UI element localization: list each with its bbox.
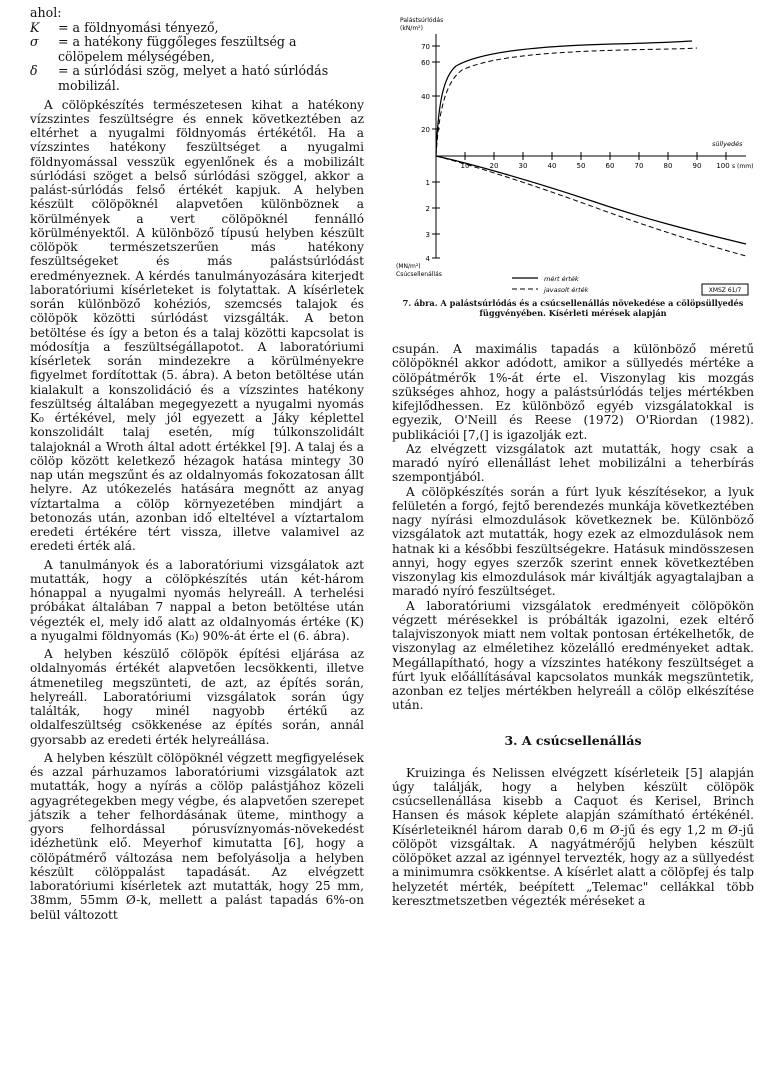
skin-friction-measured-curve	[436, 41, 692, 156]
x-tick-label: 10	[460, 162, 470, 170]
x-tick-label: 30	[518, 162, 528, 170]
definition-item	[30, 35, 364, 64]
x-tick-label: 90	[692, 162, 702, 170]
body-paragraph: A cölöpkészítés természetesen kihat a hatékony vízszintes feszültségre és ennek következtében az eltérhet a nyugalmi földnyomás értékétől. Ha a vízszintes hatékony feszültséget a nyugalmi földnyomással vesszük egyenlőnek és a mobilizált súrlódási szöget a belső súrlódási szöggel, akkor a palást-súrlódás felső értékét kapjuk. A helyben készült cölöpöknél alapvetően különböznek a körülmények a vert cölöpöknél fennálló körülményektől. A különböző típusú helyben készült cölöpök természetszerűen más hatékony feszültségeket és más palástsúrlódást eredményeznek. A kérdés tanulmányozására kiterjedt laboratóriumi kísérleteket is folytattak. A kísérletek során különböző kohéziós, szemcsés talajok és cölöpök közötti súrlódást vizsgálták. A beton betöltése és így a beton és a talaj közötti kapcsolat is módosítja a feszültségállapotot. A laboratóriumi kísérletek során mindezekre a körülményekre figyelmet fordítottak (5. ábra). A beton betöltése után kialakult a konszolidáció és a vízszintes hatékony feszültség általában megegyezett a nyugalmi nyomás K₀ értékével, mely jól egyezett a Jáky képlettel konszolidált talaj esetén, míg túlkonszolidált talajoknál a Wroth által adott értékkel [9]. A talaj és a cölöp között keletkező hézagok hatása mintegy 30 nap után megszűnt és az oldalnyomás fokozatosan állt helyre. Az utókezelés hatására megnőtt az anyag víztartalma a cölöp környezetében mindjárt a betonozás után, azonban idő elteltével a víztartalom eredeti értékére tért vissza, illetve valamivel az eredeti érték alá.	[30, 97, 364, 554]
y-tick-label: 40	[421, 93, 430, 101]
y2-axis-unit: (MN/m²)	[396, 263, 421, 270]
y2-tick-label: 3	[425, 231, 430, 239]
x-tick-label: 60	[605, 162, 615, 170]
x-axis-label: süllyedés	[712, 140, 743, 148]
legend-measured-label: mért érték	[544, 275, 579, 283]
y-tick-label: 70	[421, 43, 430, 51]
x-tick-label: 70	[634, 162, 644, 170]
definition-item	[30, 21, 364, 36]
y2-tick-label: 1	[425, 179, 430, 187]
right-column	[392, 6, 754, 908]
body-paragraph: A helyben készült cölöpöknél végzett megfigyelések és azzal párhuzamos laboratóriumi vizsgálatok azt mutatták, hogy a nyírás a cölöp palástjához közeli agyagrétegekben megy végbe, és alapvetően szerepet játszik a teher felhordásának üteme, minthogy a gyors felhordással pórusvíznyomás-növekedést idézhetünk elő. Meyerhof kimutatta [6], hogy a cölöpátmérő változása nem befolyásolja a helyben készült cölöppalást tapadását. Az elvégzett laboratóriumi kísérletek azt mutatták, hogy 25 mm, 38mm, 55mm Ø-k, mellett a palást tapadás 6%-on belül változott	[30, 750, 364, 922]
body-paragraph: A helyben készülő cölöpök építési eljárása az oldalnyomás értékét alapvetően lecsökkenti, illetve átmenetileg megszünteti, de azt, az építés során, helyreáll. Laboratóriumi vizsgálatok során úgy találták, hogy minél nagyobb értékű az oldalfeszültség csökkenése az építés során, annál gyorsabb az eredeti érték helyreállása.	[30, 647, 364, 747]
y2-tick-label: 4	[425, 255, 430, 263]
body-paragraph: Az elvégzett vizsgálatok azt mutatták, hogy csak a maradó nyíró ellenállást lehet mobilizálni a teherbírás szempontjából.	[392, 441, 754, 485]
y-tick-label: 60	[421, 59, 430, 67]
y2-tick-label: 2	[425, 205, 430, 213]
y-axis-unit: (kN/m²)	[400, 25, 423, 32]
skin-friction-proposed-curve	[436, 48, 697, 156]
definition-symbol: K	[30, 19, 40, 35]
definition-symbol: δ	[30, 63, 38, 79]
body-paragraph: A cölöpkészítés során a fúrt lyuk készítésekor, a lyuk felületén a forgó, fejtő berendezés munkája következtében nagy nyírási elmozdulások következnek be. Különböző vizsgálatok azt mutatták, hogy ezek az elmozdulások nem hatnak ki a későbbi feszültségekre. Hatásuk mindösszesen annyi, hogy egyes szerzők szerint ennek következtében viszonylag kis elmozdulások már kiváltják agyagtalajban a maradó nyíró feszültséget.	[392, 484, 754, 599]
body-paragraph: csupán. A maximális tapadás a különböző méretű cölöpöknél akkor adódott, amikor a süllyedés mértéke a cölöpátmérők 1%-át érte el. Viszonylag kis mozgás szükséges ahhoz, hogy a palástsúrlódás teljes mértékben kifejlődhessen. Ez különböző egyéb vizsgálatokkal is egyezik, O'Neill és Reese (1972) O'Riordan (1982). publikációi [7,(] is igazolják ezt.	[392, 342, 754, 442]
body-paragraph: A laboratóriumi vizsgálatok eredményeit cölöpökön végzett mérésekkel is próbálták igazolni, ezek eltérő talajviszonyok miatt nem voltak pontosan értékelhetők, de viszonylag az elméletihez közelálló eredményeket adtak. Megállapítható, hogy a vízszintes hatékony feszültséget a fúrt lyuk előállításával kapcsolatos munkák megszüntetik, azonban ez teljes mértékben helyreáll a cölöp elkészítése után.	[392, 598, 754, 713]
x-tick-label: 80	[663, 162, 673, 170]
definition-text: = a földnyomási tényező,	[58, 19, 219, 35]
figure-7	[392, 6, 754, 296]
definition-text: = a súrlódási szög, melyet a ható súrlódás mobilizál.	[58, 63, 329, 93]
x-tick-label: 40	[547, 162, 557, 170]
definition-symbol: σ	[30, 34, 39, 50]
definition-item	[30, 64, 364, 93]
base-resistance-proposed-curve	[436, 156, 746, 256]
y-axis-label: Palástsúrlódás	[400, 17, 444, 24]
definitions	[30, 6, 364, 94]
y-tick-label: 20	[421, 126, 430, 134]
left-column	[30, 6, 364, 922]
ahol-label: ahol:	[30, 5, 62, 20]
x-tick-label: 100	[716, 162, 730, 170]
body-paragraph: A tanulmányok és a laboratóriumi vizsgálatok azt mutatták, hogy a cölöpkészítés után két-három hónappal a nyugalmi nyomás helyreáll. A terhelési próbákat általában 7 nappal a beton betöltése után végezték el, mely idő alatt az oldalnyomás értéke (K) a nyugalmi földnyomás (K₀) 90%-át érte el (6. ábra).	[30, 557, 364, 643]
x-unit-label: s (mm)	[732, 163, 754, 170]
x-tick-label: 50	[576, 162, 586, 170]
figure-caption	[392, 298, 754, 318]
body-paragraph: Kruizinga és Nelissen elvégzett kísérleteik [5] alapján úgy találják, hogy a helyben készült cölöpök csúcsellenállása kisebb a Caquot és Kerisel, Brinch Hansen és mások képlete alapján számítható értékénél. Kísérleteiknél három darab 0,6 m Ø-jű és egy 1,2 m Ø-jű cölöpöt vizsgáltak. A nagyátmérőjű helyben készült cölöpöket azzal az igénnyel tervezték, hogy az a süllyedést a minimumra csökkentse. A kísérlet alatt a cölöpfej és talp helyzetét mérték, beépített „Telemac" cellákkal több keresztmetszetben végezték méréseket a	[392, 765, 754, 908]
x-tick-label: 20	[489, 162, 499, 170]
figure-caption-line: 7. ábra. A palástsúrlódás és a csúcsellenállás növekedése a cölöpsüllyedés	[402, 298, 744, 308]
definition-text: = a hatékony függőleges feszültség a cölöpelem mélységében,	[58, 34, 297, 64]
legend-proposed-label: javasolt érték	[544, 286, 589, 294]
figure-stamp: XMSZ 61/7	[708, 287, 742, 294]
figure-caption-line: függvényében. Kísérleti mérések alapján	[479, 308, 667, 318]
figure-7-chart	[392, 6, 754, 296]
section-heading: 3. A csúcsellenállás	[504, 732, 642, 748]
y2-axis-label: Csúcsellenállás	[396, 271, 442, 278]
